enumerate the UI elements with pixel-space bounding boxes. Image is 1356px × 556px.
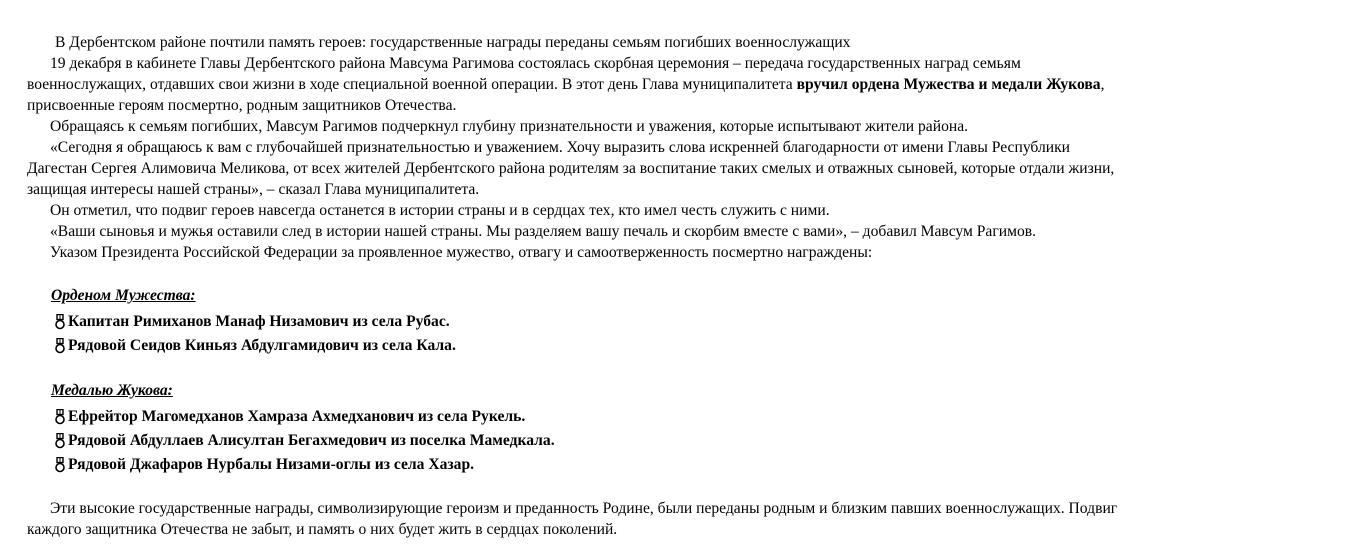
- medal-icon: [54, 338, 66, 354]
- closing-line-2: каждого защитника Отечества не забыт, и память о них будет жить в сердцах поколений.: [27, 521, 618, 538]
- spacer: [27, 477, 1327, 498]
- medal-icon: [54, 314, 66, 330]
- order-heading: Орденом Мужества:: [51, 287, 196, 304]
- award-text: Ефрейтор Магомедханов Хамраза Ахмедханович из села Рукель.: [68, 408, 526, 425]
- lead-paragraph: [27, 53, 1327, 116]
- lead-line-3: присвоенные героям посмертно, родным защитников Отечества.: [27, 97, 457, 114]
- medal-heading: Медалью Жукова:: [51, 382, 173, 399]
- medal-icon: [54, 409, 66, 425]
- award-text: Рядовой Сеидов Киньяз Абдулгамидович из села Кала.: [68, 337, 456, 354]
- quote-1-line-3: защищая интересы нашей страны», – сказал Глава муниципалитета.: [27, 181, 480, 198]
- quote-paragraph-2: «Ваши сыновья и мужья оставили след в истории нашей страны. Мы разделяем вашу печаль и скорбим вместе с вами», – добавил Мавсум Рагимов.: [50, 223, 1037, 240]
- closing-line-1: Эти высокие государственные награды, символизирующие героизм и преданность Родине, были переданы родным и близким павших военнослужащих. Подвиг: [50, 500, 1118, 517]
- gratitude-paragraph: Обращаясь к семьям погибших, Мавсум Рагимов подчеркнул глубину признательности и уважения, которые испытывают жители района.: [50, 118, 969, 135]
- lead-line-2-end: ,: [1100, 76, 1105, 93]
- article-title: В Дербентском районе почтили память героев: государственные награды переданы семьям погибших военнослужащих: [55, 34, 851, 51]
- medal-list: [27, 405, 1327, 477]
- award-text: Рядовой Абдуллаев Алисултан Бегахмедович из поселка Мамедкала.: [68, 432, 555, 449]
- lead-line-2: [27, 74, 1327, 95]
- award-item: [54, 429, 1327, 453]
- quote-1-line-2: Дагестан Сергея Алимовича Меликова, от всех жителей Дербентского района родителям за воспитание таких смелых и отважных сыновей, которые отдали жизни,: [27, 160, 1115, 177]
- award-item: [54, 405, 1327, 429]
- medal-section: [27, 380, 1327, 401]
- order-section: [27, 285, 1327, 306]
- lead-line-1: 19 декабря в кабинете Главы Дербентского района Мавсума Рагимова состоялась скорбная церемония – передача государственных наград семьям: [50, 55, 1021, 72]
- article: [27, 32, 1327, 540]
- order-list: [27, 310, 1327, 358]
- quote-paragraph-1: [27, 137, 1327, 200]
- quote-1-line-1: «Сегодня я обращаюсь к вам с глубочайшей признательностью и уважением. Хочу выразить слова искренней благодарности от имени Главы Республики: [50, 139, 1071, 156]
- decree-paragraph: Указом Президента Российской Федерации за проявленное мужество, отвагу и самоотверженность посмертно награждены:: [50, 244, 873, 261]
- spacer: [27, 263, 1327, 284]
- award-text: Капитан Римиханов Манаф Низамович из села Рубас.: [68, 313, 450, 330]
- medal-icon: [54, 433, 66, 449]
- closing-paragraph: [27, 498, 1327, 540]
- lead-highlight: вручил ордена Мужества и медали Жукова: [796, 76, 1101, 93]
- spacer: [27, 358, 1327, 379]
- award-item: [54, 334, 1327, 358]
- award-item: [54, 310, 1327, 334]
- award-text: Рядовой Джафаров Нурбалы Низами-оглы из села Хазар.: [68, 456, 475, 473]
- lead-line-2-start: военнослужащих, отдавших свои жизни в ходе специальной военной операции. В этот день Глава муниципалитета: [27, 76, 797, 93]
- feat-paragraph: Он отметил, что подвиг героев навсегда останется в истории страны и в сердцах тех, кто имел честь служить с ними.: [50, 202, 830, 219]
- award-item: [54, 453, 1327, 477]
- medal-icon: [54, 457, 66, 473]
